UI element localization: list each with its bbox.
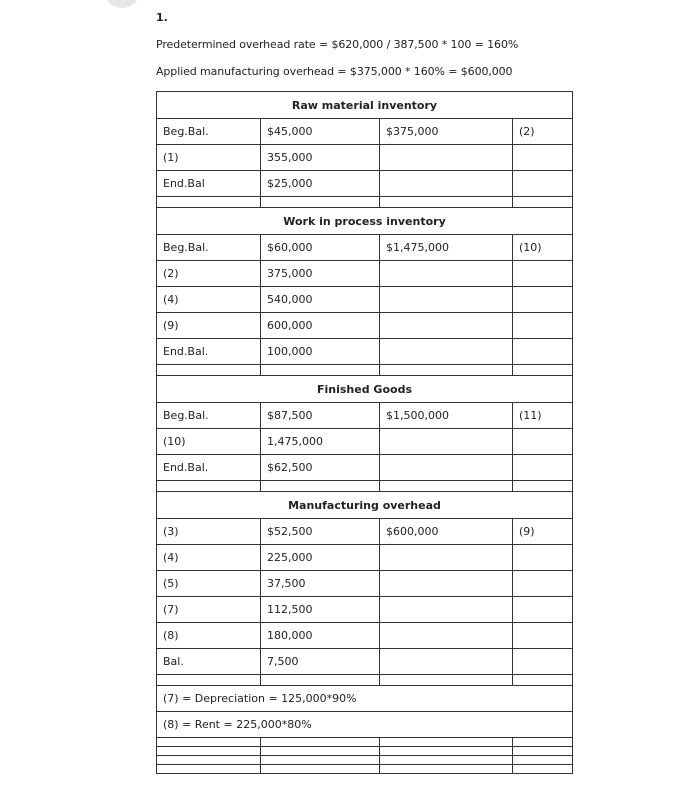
table-row	[157, 261, 573, 287]
table-row	[157, 623, 573, 649]
table-row	[157, 313, 573, 339]
credit-amount	[380, 171, 513, 197]
debit-label: End.Bal	[157, 171, 261, 197]
debit-amount: $25,000	[261, 171, 380, 197]
debit-amount: 355,000	[261, 145, 380, 171]
credit-label	[513, 429, 573, 455]
debit-amount: $52,500	[261, 519, 380, 545]
credit-amount	[380, 571, 513, 597]
empty-row	[157, 765, 573, 774]
credit-label	[513, 545, 573, 571]
rent-note: (8) = Rent = 225,000*80%	[157, 712, 573, 738]
credit-amount: $1,500,000	[380, 403, 513, 429]
credit-amount	[380, 545, 513, 571]
debit-label: Beg.Bal.	[157, 119, 261, 145]
credit-label	[513, 597, 573, 623]
debit-amount: $62,500	[261, 455, 380, 481]
credit-amount	[380, 313, 513, 339]
section-header-mfg-overhead	[157, 492, 573, 519]
section-header-finished-goods	[157, 376, 573, 403]
note-row	[157, 712, 573, 738]
section-header-raw-material	[157, 92, 573, 119]
section-title: Raw material inventory	[157, 92, 573, 119]
debit-amount: $60,000	[261, 235, 380, 261]
credit-label: (9)	[513, 519, 573, 545]
credit-label	[513, 455, 573, 481]
table-row	[157, 429, 573, 455]
debit-label: (4)	[157, 545, 261, 571]
spacer-row	[157, 481, 573, 492]
table-row	[157, 597, 573, 623]
debit-amount: $87,500	[261, 403, 380, 429]
debit-label: End.Bal.	[157, 455, 261, 481]
debit-amount: 100,000	[261, 339, 380, 365]
debit-label: Beg.Bal.	[157, 403, 261, 429]
debit-amount: 1,475,000	[261, 429, 380, 455]
credit-label	[513, 287, 573, 313]
table-row	[157, 519, 573, 545]
empty-row	[157, 756, 573, 765]
debit-label: (2)	[157, 261, 261, 287]
credit-amount: $375,000	[380, 119, 513, 145]
credit-label	[513, 145, 573, 171]
debit-amount: 540,000	[261, 287, 380, 313]
debit-amount: 600,000	[261, 313, 380, 339]
credit-amount	[380, 623, 513, 649]
credit-amount	[380, 429, 513, 455]
empty-row	[157, 747, 573, 756]
debit-label: (8)	[157, 623, 261, 649]
spacer-row	[157, 365, 573, 376]
note-row	[157, 686, 573, 712]
table-row	[157, 287, 573, 313]
debit-label: Bal.	[157, 649, 261, 675]
table-row	[157, 235, 573, 261]
debit-label: (9)	[157, 313, 261, 339]
credit-amount	[380, 261, 513, 287]
credit-label: (2)	[513, 119, 573, 145]
table-row	[157, 649, 573, 675]
debit-label: (3)	[157, 519, 261, 545]
applied-overhead-line: Applied manufacturing overhead = $375,000 * 160% = $600,000	[156, 65, 513, 78]
credit-label	[513, 623, 573, 649]
depreciation-note: (7) = Depreciation = 125,000*90%	[157, 686, 573, 712]
debit-label: (5)	[157, 571, 261, 597]
table-row	[157, 145, 573, 171]
debit-amount: 180,000	[261, 623, 380, 649]
credit-label	[513, 571, 573, 597]
debit-amount: $45,000	[261, 119, 380, 145]
credit-amount: $600,000	[380, 519, 513, 545]
credit-label	[513, 313, 573, 339]
debit-amount: 112,500	[261, 597, 380, 623]
debit-amount: 375,000	[261, 261, 380, 287]
debit-amount: 37,500	[261, 571, 380, 597]
spacer-row	[157, 675, 573, 686]
credit-amount	[380, 455, 513, 481]
debit-label: (10)	[157, 429, 261, 455]
debit-label: End.Bal.	[157, 339, 261, 365]
section-title: Finished Goods	[157, 376, 573, 403]
predetermined-rate-line: Predetermined overhead rate = $620,000 / 387,500 * 100 = 160%	[156, 38, 519, 51]
debit-amount: 7,500	[261, 649, 380, 675]
credit-label	[513, 171, 573, 197]
table-row	[157, 403, 573, 429]
table-row	[157, 455, 573, 481]
credit-label: (10)	[513, 235, 573, 261]
debit-amount: 225,000	[261, 545, 380, 571]
credit-amount	[380, 145, 513, 171]
debit-label: Beg.Bal.	[157, 235, 261, 261]
section-title: Manufacturing overhead	[157, 492, 573, 519]
debit-label: (1)	[157, 145, 261, 171]
table-row	[157, 571, 573, 597]
credit-label	[513, 649, 573, 675]
credit-amount	[380, 339, 513, 365]
credit-label	[513, 261, 573, 287]
credit-label: (11)	[513, 403, 573, 429]
table-row	[157, 171, 573, 197]
table-row	[157, 339, 573, 365]
question-number: 1.	[156, 11, 168, 24]
table-row	[157, 119, 573, 145]
credit-amount	[380, 287, 513, 313]
debit-label: (4)	[157, 287, 261, 313]
empty-row	[157, 738, 573, 747]
credit-label	[513, 339, 573, 365]
debit-label: (7)	[157, 597, 261, 623]
t-accounts-table	[156, 91, 573, 774]
table-row	[157, 545, 573, 571]
section-title: Work in process inventory	[157, 208, 573, 235]
section-header-wip	[157, 208, 573, 235]
spacer-row	[157, 197, 573, 208]
page-corner-decoration	[106, 0, 138, 8]
credit-amount	[380, 649, 513, 675]
credit-amount: $1,475,000	[380, 235, 513, 261]
credit-amount	[380, 597, 513, 623]
